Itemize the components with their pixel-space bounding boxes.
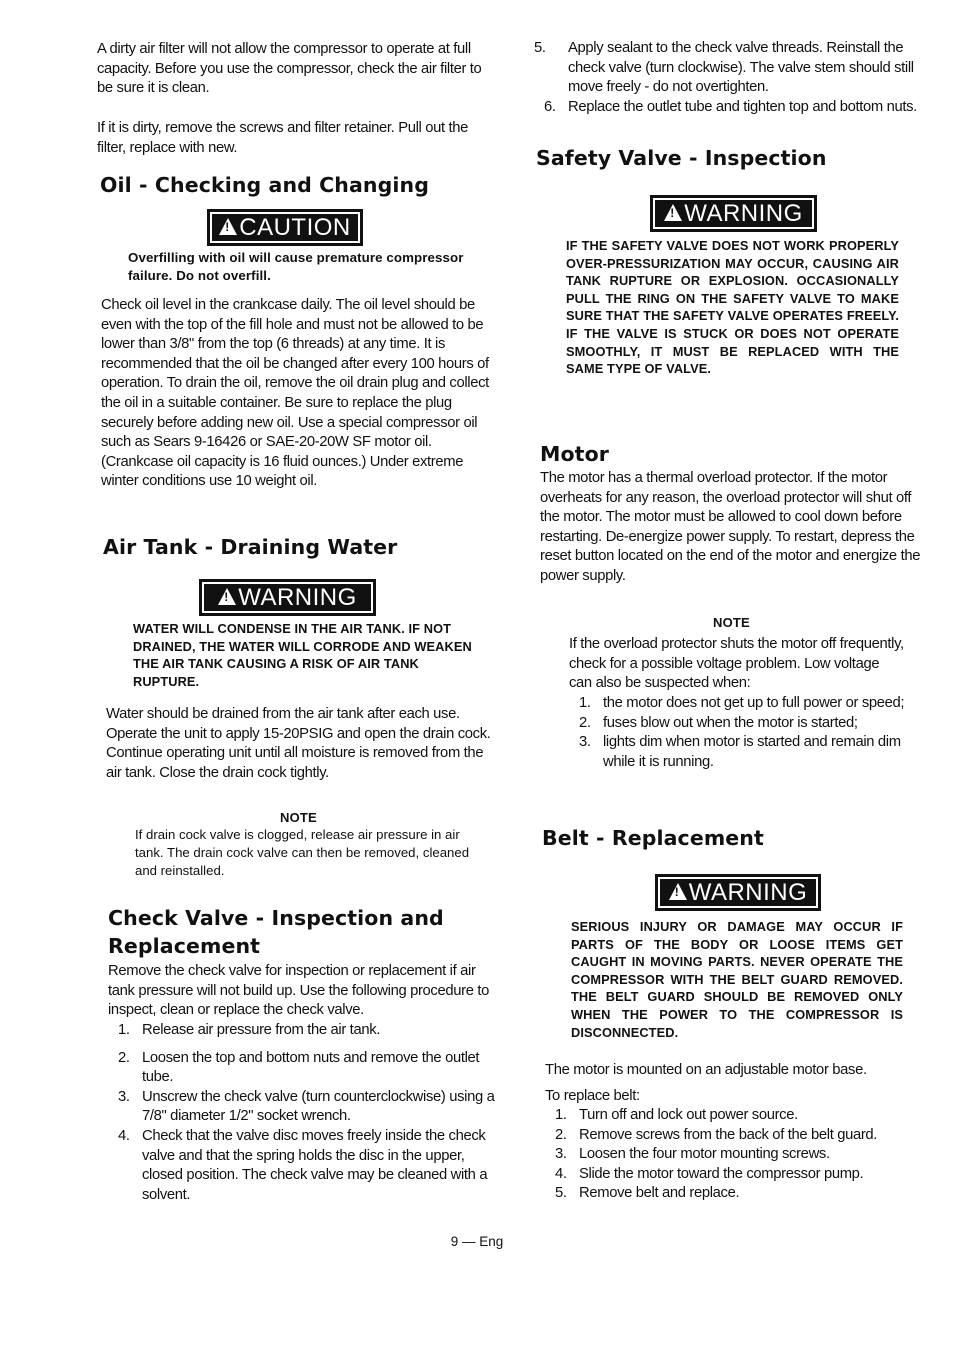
motor-note-text: If the overload protector shuts the motor off frequently, check for a possible voltage problem. Low voltage can also be suspected when:	[569, 636, 904, 692]
list-item: 3. lights dim when motor is started and remain dim while it is running.	[579, 734, 901, 770]
list-item: 2. Loosen the top and bottom nuts and remove the outlet tube.	[118, 1049, 480, 1086]
air-tank-section-heading: Air Tank - Draining Water	[103, 535, 398, 559]
belt-warning-label: WARNING	[688, 878, 808, 906]
oil-body-text: Check oil level in the crankcase daily. The oil level should be even with the top of the fill hole and must not be allowed to be lower than 3/8" from the top (6 threads) at any time. It is recommended that the oil be changed after every 100 hours of operation. To drain the oil, remove the oil drain plug and collect the oil in a suitable container. Be sure to replace the plug securely before adding new oil. Use a special compressor oil such as Sears 9-16426 or SAE-20-20W SF motor oil. (Crankcase oil capacity is 16 fluid ounces.) Under extreme winter conditions use 10 weight oil.	[101, 297, 489, 490]
safety-warning-label: WARNING	[684, 199, 803, 227]
check-valve-steps-continued	[534, 39, 928, 117]
list-item: 1. Release air pressure from the air tank.	[118, 1022, 381, 1038]
check-valve-heading-line-2: Replacement	[108, 934, 261, 958]
caution-text: Overfilling with oil will cause premature compressor failure. Do not overfill.	[128, 250, 464, 283]
belt-steps-intro: To replace belt:	[545, 1088, 640, 1104]
list-item: 3. Unscrew the check valve (turn counterclockwise) using a 7/8" diameter 1/2" socket wrench.	[118, 1088, 495, 1125]
list-item: 5. Apply sealant to the check valve threads. Reinstall the check valve (turn clockwise). The valve stem should still move freely - do not overtighten.	[534, 40, 914, 96]
air-tank-note-label: NOTE	[280, 810, 317, 825]
motor-conditions-list	[569, 694, 909, 772]
air-tank-warning-text: WATER WILL CONDENSE IN THE AIR TANK. IF NOT DRAINED, THE WATER WILL CORRODE AND WEAKEN THE AIR TANK CAUSING A RISK OF AIR TANK RUPTURE.	[133, 621, 472, 689]
list-item: 5. Remove belt and replace.	[555, 1185, 740, 1202]
check-valve-intro: Remove the check valve for inspection or replacement if air tank pressure will not build up. Use the following procedure to inspect, clean or replace the check valve.	[108, 963, 489, 1019]
safety-warning-text: IF THE SAFETY VALVE DOES NOT WORK PROPERLY OVER-PRESSURIZATION MAY OCCUR, CAUSING AIR TANK RUPTURE OR EXPLOSION. OCCASIONALLY PULL THE RING ON THE SAFETY VALVE TO MAKE SURE THAT THE SAFETY VALVE OPERATES FREELY. IF THE VALVE IS STUCK OR DOES NOT OPERATE SMOOTHLY, IT MUST BE REPLACED WITH THE SAME TYPE OF VALVE.	[566, 238, 899, 377]
check-valve-steps	[108, 1021, 500, 1205]
list-item: 1. the motor does not get up to full power or speed;	[579, 695, 905, 711]
caution-banner	[207, 209, 363, 246]
air-tank-body-text: Water should be drained from the air tank after each use. Operate the unit to apply 15-20PSIG and open the drain cock. Continue operating unit until all moisture is removed from the air tank. Close the drain cock tightly.	[106, 706, 491, 781]
air-tank-warning-label: WARNING	[238, 583, 357, 611]
warning-triangle-icon	[669, 883, 687, 900]
oil-section-heading: Oil - Checking and Changing	[100, 173, 429, 197]
caution-triangle-icon	[219, 218, 237, 235]
motor-body-text: The motor has a thermal overload protector. If the motor overheats for any reason, the overload protector will shut off the motor. The motor must be allowed to cool down before restarting. De-energize power supply. To restart, depress the reset button located on the end of the motor and energize the power supply.	[540, 470, 921, 584]
list-item: 2. fuses blow out when the motor is started;	[579, 714, 858, 731]
list-item: 4. Check that the valve disc moves freely inside the check valve and that the spring holds the disc in the upper, closed position. The check valve may be cleaned with a solvent.	[118, 1127, 488, 1203]
belt-body-text: The motor is mounted on an adjustable motor base.	[545, 1062, 867, 1078]
belt-warning-banner	[655, 874, 821, 911]
list-item: 1. Turn off and lock out power source.	[555, 1107, 798, 1123]
air-tank-warning-banner	[199, 579, 376, 616]
list-item: 6. Replace the outlet tube and tighten top and bottom nuts.	[544, 98, 917, 115]
air-filter-paragraph-1: A dirty air filter will not allow the compressor to operate at full capacity. Before you use the compressor, check the air filter to be sure it is clean.	[97, 41, 482, 97]
belt-steps	[545, 1106, 935, 1204]
belt-replacement-heading: Belt - Replacement	[542, 826, 764, 850]
warning-triangle-icon	[218, 588, 236, 605]
motor-heading: Motor	[540, 442, 609, 466]
page-number: 9 — Eng	[450, 1234, 504, 1249]
check-valve-heading-line-1: Check Valve - Inspection and	[108, 906, 444, 930]
list-item: 4. Slide the motor toward the compressor pump.	[555, 1165, 864, 1182]
air-tank-note-text: If drain cock valve is clogged, release air pressure in air tank. The drain cock valve can then be removed, cleaned and reinstalled.	[135, 827, 470, 878]
list-item: 2. Remove screws from the back of the belt guard.	[555, 1126, 878, 1143]
safety-valve-heading: Safety Valve - Inspection	[536, 146, 827, 170]
list-item: 3. Loosen the four motor mounting screws.	[555, 1146, 830, 1163]
safety-warning-banner	[650, 195, 817, 232]
motor-note-label: NOTE	[713, 615, 750, 630]
warning-triangle-icon	[664, 204, 682, 221]
air-filter-paragraph-2: If it is dirty, remove the screws and filter retainer. Pull out the filter, replace with new.	[97, 120, 469, 156]
belt-warning-text: SERIOUS INJURY OR DAMAGE MAY OCCUR IF PARTS OF THE BODY OR LOOSE ITEMS GET CAUGHT IN MOVING PARTS. NEVER OPERATE THE COMPRESSOR WITH THE BELT GUARD REMOVED. THE BELT GUARD SHOULD BE REMOVED ONLY WHEN THE POWER TO THE COMPRESSOR IS DISCONNECTED.	[571, 919, 903, 1040]
caution-banner-label: CAUTION	[239, 213, 351, 241]
